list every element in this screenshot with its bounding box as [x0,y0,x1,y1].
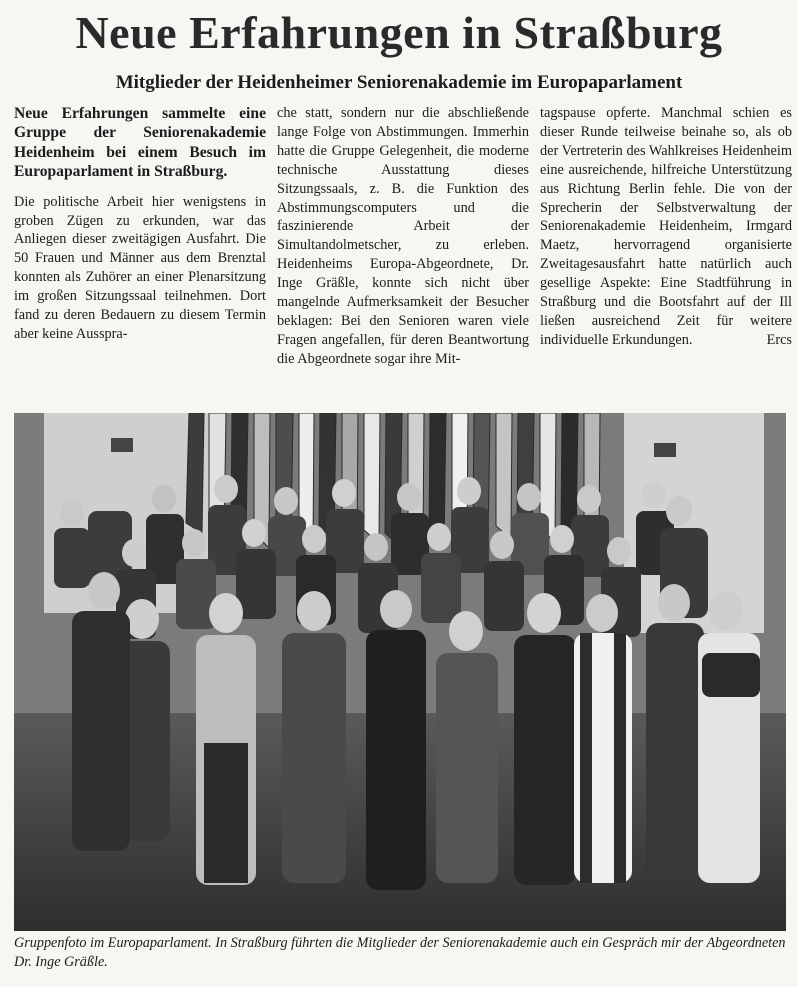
article-lead: Neue Erfahrungen sammelte eine Gruppe der Seniorenakademie Heidenheim bei einem Besuch im Europaparlament in Straßburg. [14,105,266,181]
byline: Ercs [766,331,792,348]
group-photo-illustration [14,413,786,931]
article-column-3 [540,104,792,350]
column-1-body: Die politische Arbeit hier wenigstens in groben Zügen zu erkunden, war das Anliegen dieser zweitägigen Ausfahrt. Die 50 Frauen und Männer aus dem Brenztal konnten als Zuhörer an einer Plenarsitzung im großen Sitzungssaal teilnehmen. Dort fand zu deren Bedauern zu diesem Termin aber keine Ausspra- [14,193,266,342]
column-3-text: tagspause opferte. Manchmal schien es dieser Runde teilweise beinahe so, als ob der Vertreterin des Wahlkreises Heidenheim eine ausreichende, hilfreiche Unterstützung aus Richtung Berlin fehle. Die von der Sprecherin der Selbstverwaltung der Seniorenakademie Heidenheim, Irmgard Maetz, hervorragend organisierte Zweitagesausfahrt hatte natürlich auch gesellige Aspekte: Eine Stadtführung in Straßburg und die Bootsfahrt auf der Ill ließen ausreichend Zeit für weitere individuelle Erkundungen. [540,105,792,348]
group-of-people [54,475,760,890]
article-column-1 [14,104,266,344]
subheadline: Mitglieder der Heidenheimer Seniorenakademie im Europaparlament [115,72,683,93]
headline: Neue Erfahrungen in Straßburg [75,7,723,58]
photo-caption: Gruppenfoto im Europaparlament. In Straßburg führten die Mitglieder der Seniorenakademie auch ein Gespräch mir der Abgeordneten Dr. Inge Gräßle. [14,935,786,970]
column-2-body: che statt, sondern nur die abschließende lange Folge von Abstimmungen. Immerhin hatte die Gruppe Gelegenheit, die moderne technische Ausstattung dieses Sitzungssaals, z. B. die Funktion des Abstimmungscomputers und die faszinierende Arbeit der Simultandolmetscher, zu erleben. Heidenheims Europa-Abgeordnete, Dr. Inge Gräßle, konnte sich nicht über mangelnde Aufmerksamkeit der Besucher beklagen: Bei den Senioren waren viele Fragen angefallen, für deren Beantwortung die Abgeordnete sogar ihre Mit- [277,105,529,367]
article-column-2 [277,104,529,369]
column-3-body [540,104,792,350]
group-photo [14,413,786,931]
